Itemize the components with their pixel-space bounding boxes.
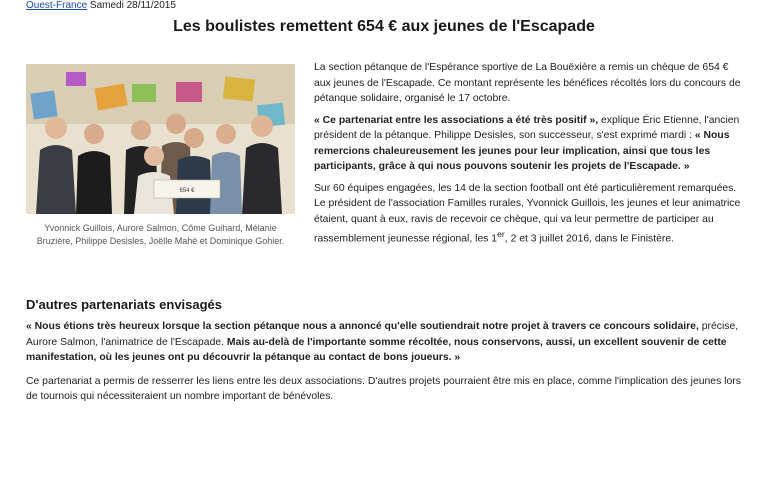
quote: Mais au-delà de l'importante somme récoltée, nous conservons, aussi, un excellent souvenir de cette manifestation, où les jeunes ont pu découvrir la pétanque au contact de bons joueurs. »: [26, 336, 727, 363]
article-column: [314, 60, 746, 253]
article-continuation: [26, 319, 746, 413]
source-link[interactable]: Ouest-France: [26, 0, 88, 11]
paragraph-3: [314, 181, 746, 247]
text: , 2 et 3 juillet 2016, dans le Finistère.: [504, 233, 675, 245]
text: précise, Aurore Salmon, l'animatrice de l'Escapade.: [26, 321, 739, 348]
publication-date: Samedi 28/11/2015: [89, 0, 176, 11]
paragraph-4: [26, 319, 746, 366]
quote: « Nous étions très heureux lorsque la section pétanque nous a annoncé qu'elle soutiendrait notre projet à travers ce concours solidaire,: [26, 321, 699, 332]
paragraph-2: [314, 113, 746, 175]
quote: « Nous remercions chaleureusement les jeunes pour leur implication, ainsi que tous les participants, grâce à qui nous pouvons soutenir les projets de l'Escapade. »: [314, 130, 730, 172]
section-title: D'autres partenariats envisagés: [26, 297, 223, 312]
text: Sur 60 équipes engagées, les 14 de la section football ont été particulièrement remarquées. Le président de l'association Familles rurales, Yvonnick Guillois, les jeunes et leur animatrice étaient, quant à eux, ravis de recevoir ce chèque, qui va leur permettre de participer au rassemblement jeunesse régional, les 1: [314, 182, 741, 245]
quote: « Ce partenariat entre les associations a été très positif »,: [314, 114, 599, 126]
photo-caption: Yvonnick Guillois, Aurore Salmon, Côme Guihard, Mélanie Bruzière, Philippe Desisles, Joëlle Mahé et Dominique Gohier.: [36, 223, 285, 246]
group-photo-illustration: [26, 64, 295, 214]
text: explique Éric Etienne, l'ancien président de la pétanque. Philippe Desisles, son successeur, s'est exprimé mardi :: [314, 114, 740, 141]
paragraph-1: La section pétanque de l'Espérance sportive de La Bouëxière a remis un chèque de 654 € aux jeunes de l'Escapade. Ce montant représente les bénéfices récoltés lors du concours de pétanque solidaire, organisé le 17 octobre.: [314, 62, 741, 104]
paragraph-5: Ce partenariat a permis de resserrer les liens entre les deux associations. D'autres projets pourraient être mis en place, comme l'implication des jeunes lors de tournois qui nécessiteraient un nombre important de bénévoles.: [26, 375, 741, 402]
superscript: er: [497, 229, 505, 239]
cheque-amount: 654 €: [179, 188, 195, 194]
article-title: Les boulistes remettent 654 € aux jeunes de l'Escapade: [173, 18, 595, 35]
source-line: [26, 0, 176, 12]
article-photo: [26, 64, 295, 214]
